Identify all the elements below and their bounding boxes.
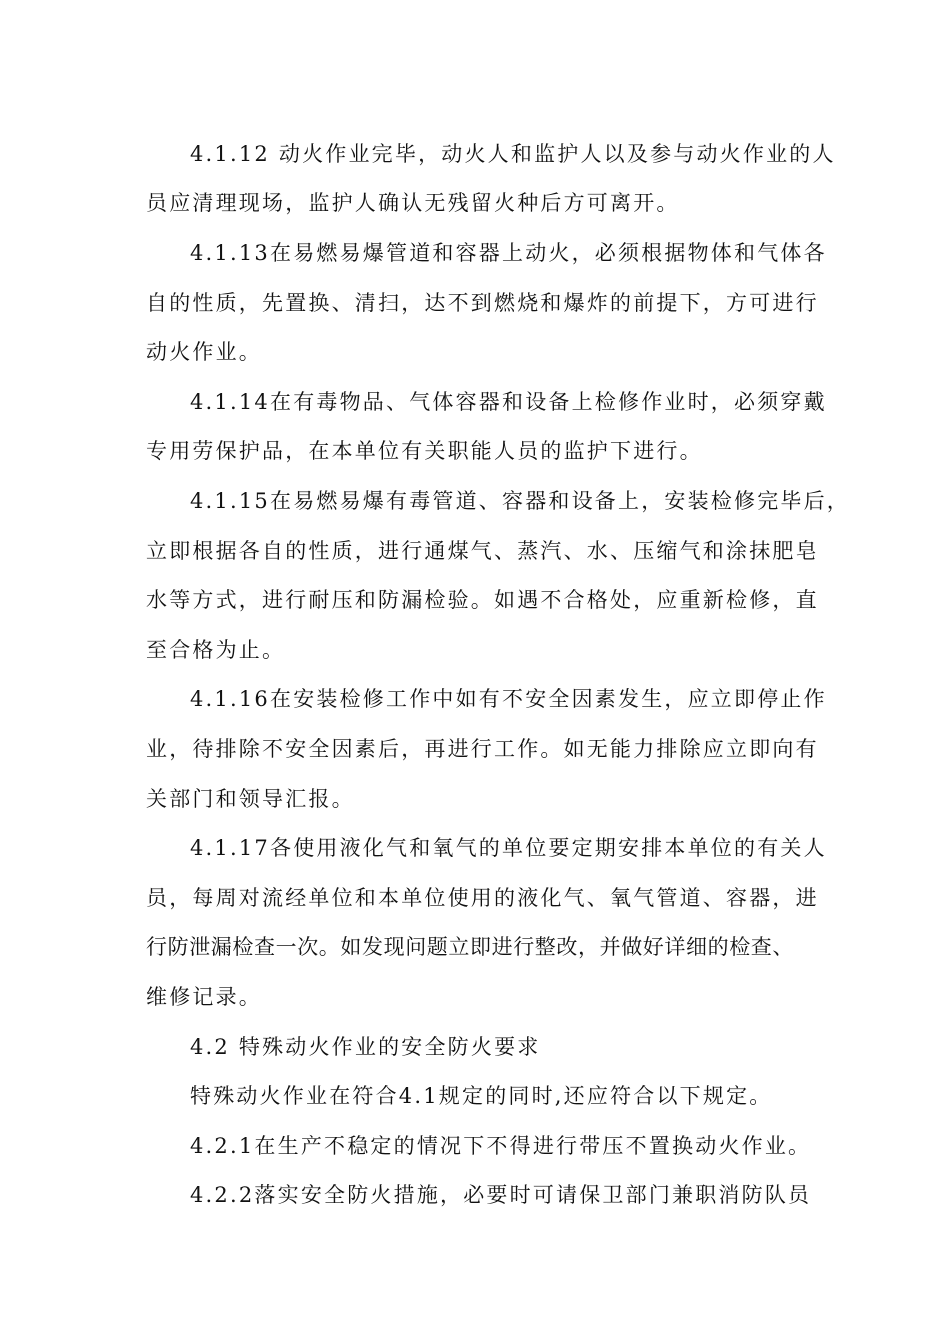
section-4-2-heading: 4.2 特殊动火作业的安全防火要求 [190, 1035, 541, 1059]
para-4-2-1: 4.2.1在生产不稳定的情况下不得进行带压不置换动火作业。 [190, 1134, 812, 1158]
para-4-1-12-line-1: 4.1.12 动火作业完毕，动火人和监护人以及参与动火作业的人 [190, 142, 836, 166]
para-4-1-15-line-2: 立即根据各自的性质，进行通煤气、蒸汽、水、压缩气和涂抹肥皂 [146, 539, 819, 563]
para-4-1-17-line-2: 员，每周对流经单位和本单位使用的液化气、氧气管道、容器，进 [146, 886, 819, 910]
para-4-1-15-line-3: 水等方式，进行耐压和防漏检验。如遇不合格处，应重新检修，直 [146, 588, 819, 612]
para-4-1-12-line-2: 员应清理现场，监护人确认无残留火种后方可离开。 [146, 191, 680, 215]
para-4-1-17-line-4: 维修记录。 [146, 985, 262, 1009]
para-4-1-17-line-3: 行防泄漏检查一次。如发现问题立即进行整改，并做好详细的检查、 [146, 935, 794, 959]
para-4-1-15-line-1: 4.1.15在易燃易爆有毒管道、容器和设备上，安装检修完毕后， [190, 489, 850, 513]
section-4-2-intro: 特殊动火作业在符合4.1规定的同时,还应符合以下规定。 [190, 1084, 773, 1108]
para-4-1-13-line-1: 4.1.13在易燃易爆管道和容器上动火，必须根据物体和气体各 [190, 241, 827, 265]
para-4-1-16-line-3: 关部门和领导汇报。 [146, 787, 355, 811]
para-4-1-15-line-4: 至合格为止。 [146, 638, 286, 662]
para-4-1-13-line-3: 动火作业。 [146, 340, 262, 364]
para-4-2-2: 4.2.2落实安全防火措施，必要时可请保卫部门兼职消防队员 [190, 1183, 812, 1207]
para-4-1-16-line-1: 4.1.16在安装检修工作中如有不安全因素发生，应立即停止作 [190, 687, 827, 711]
para-4-1-14-line-1: 4.1.14在有毒物品、气体容器和设备上检修作业时，必须穿戴 [190, 390, 827, 414]
para-4-1-13-line-2: 自的性质，先置换、清扫，达不到燃烧和爆炸的前提下，方可进行 [146, 291, 819, 315]
para-4-1-16-line-2: 业，待排除不安全因素后，再进行工作。如无能力排除应立即向有 [146, 737, 819, 761]
para-4-1-17-line-1: 4.1.17各使用液化气和氧气的单位要定期安排本单位的有关人 [190, 836, 827, 860]
para-4-1-14-line-2: 专用劳保护品，在本单位有关职能人员的监护下进行。 [146, 439, 703, 463]
